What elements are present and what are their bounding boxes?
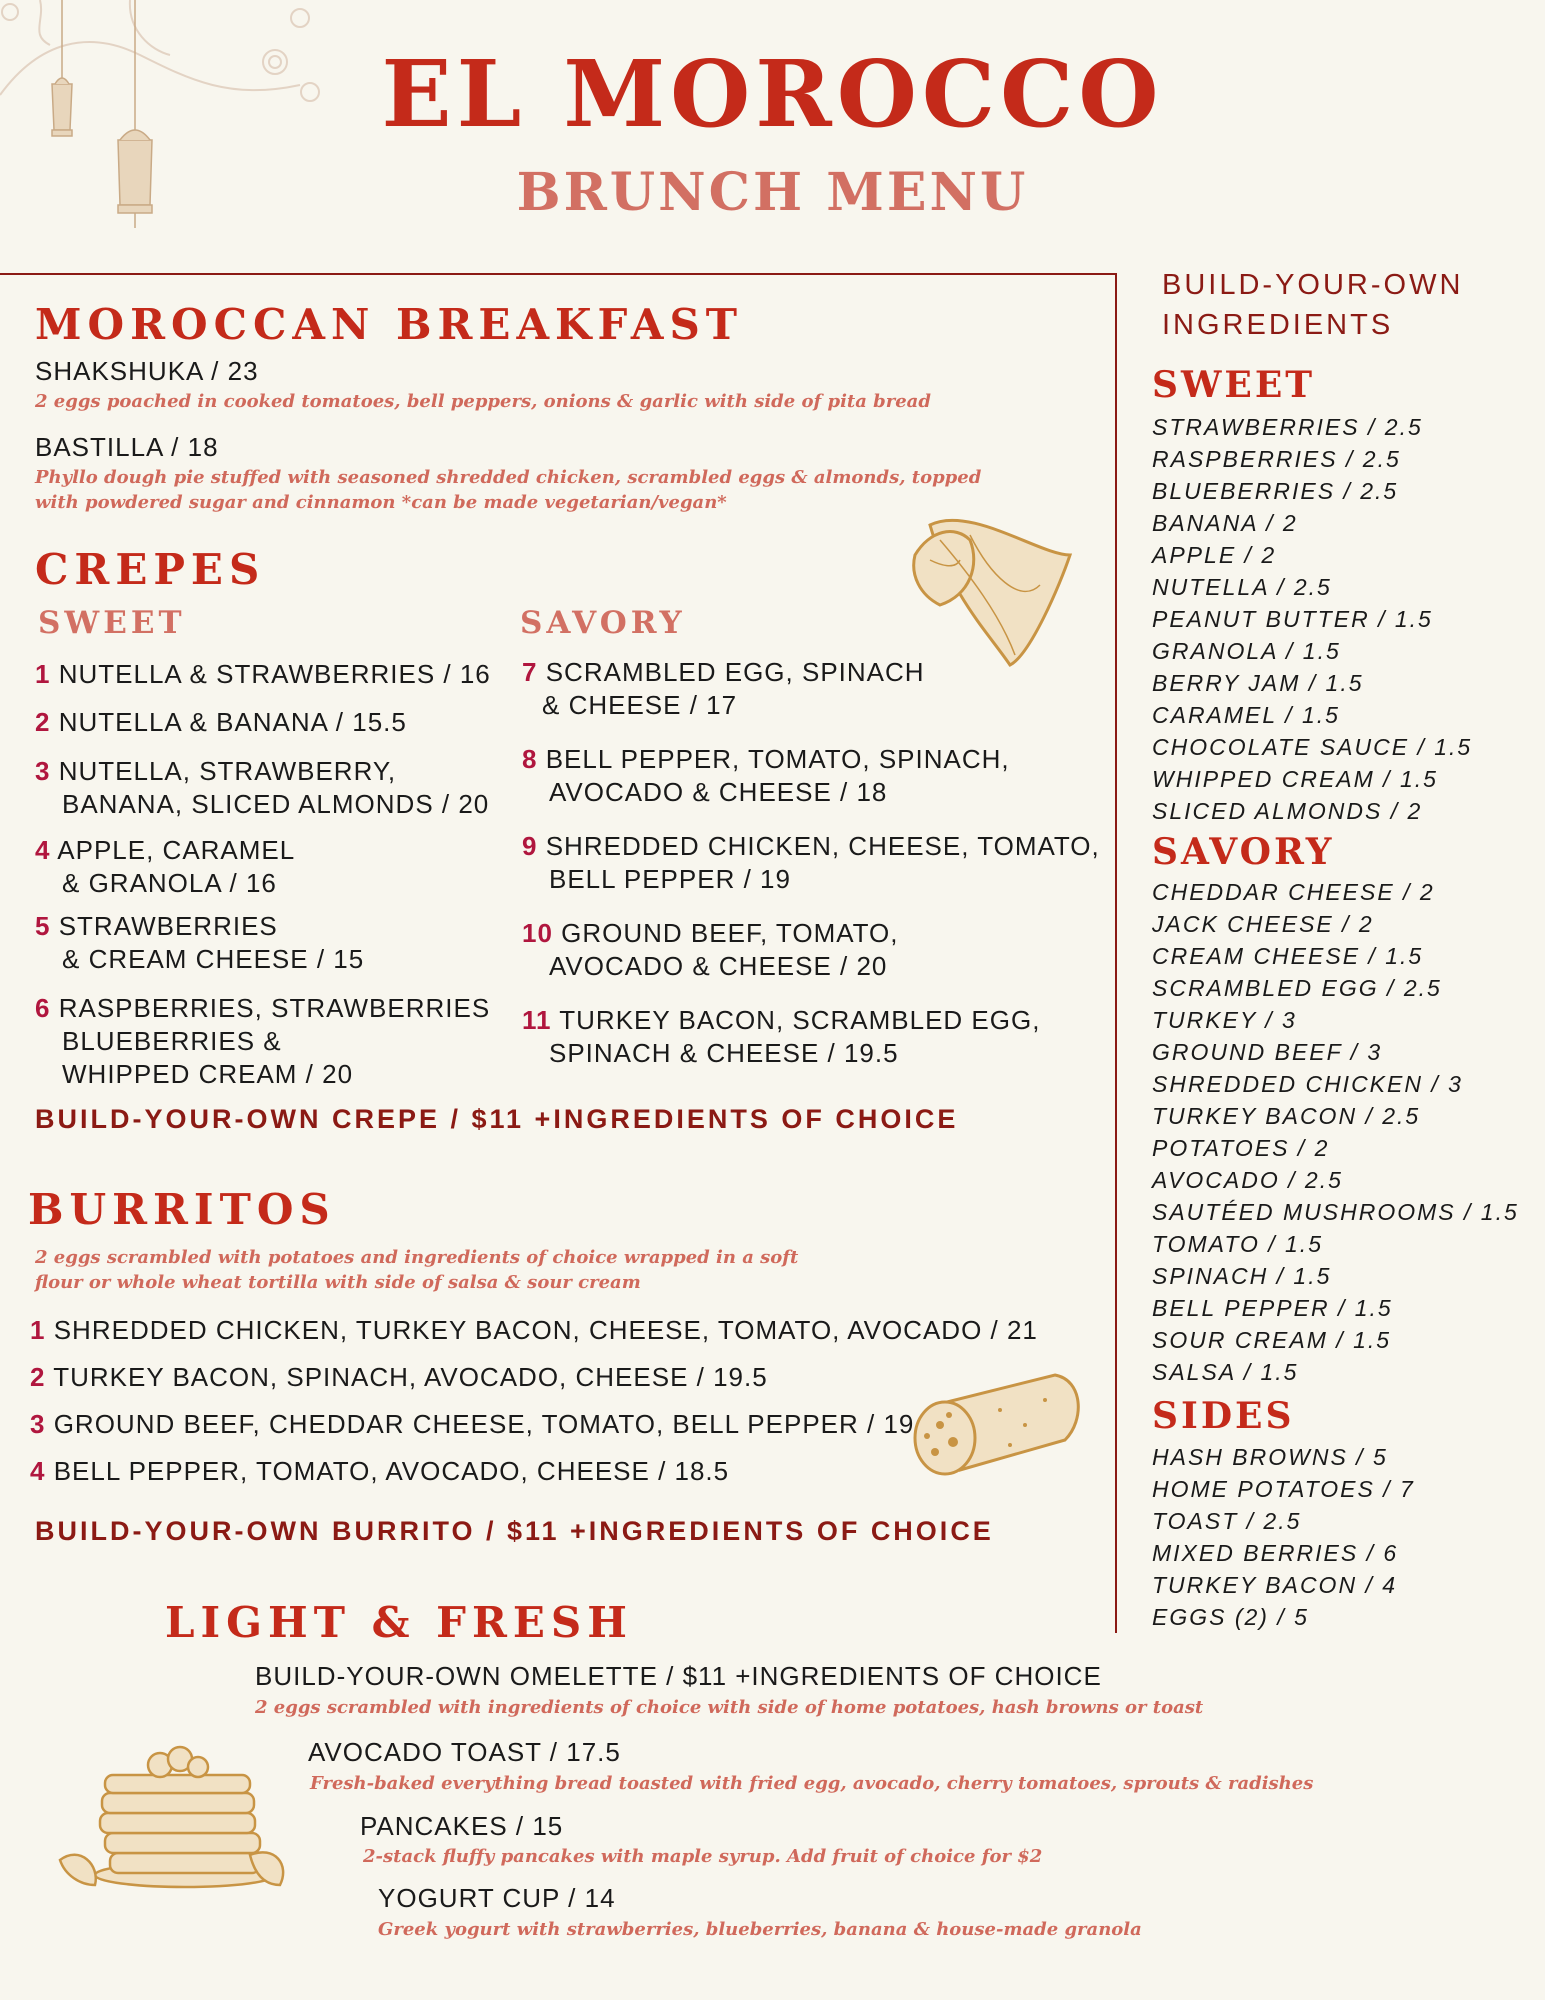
ingredient-item: EGGS (2) / 5 — [1152, 1604, 1309, 1630]
item-number: 3 — [30, 1409, 46, 1439]
item-text: NUTELLA & STRAWBERRIES / 16 — [58, 659, 491, 689]
ingredient-item: PEANUT BUTTER / 1.5 — [1152, 606, 1433, 632]
item-text: BLUEBERRIES & — [62, 1026, 282, 1056]
ingredient-item: TOMATO / 1.5 — [1152, 1231, 1323, 1257]
item-text: BELL PEPPER / 19 — [549, 864, 791, 894]
ingredient-item: JACK CHEESE / 2 — [1152, 911, 1374, 937]
item-text: GROUND BEEF, TOMATO, — [561, 918, 899, 948]
list-item — [30, 1408, 914, 1441]
item-number: 4 — [35, 835, 51, 865]
ingredient-item: HASH BROWNS / 5 — [1152, 1444, 1388, 1470]
item-text: SPINACH & CHEESE / 19.5 — [549, 1038, 899, 1068]
item-description: Phyllo dough pie stuffed with seasoned shredded chicken, scrambled eggs & almonds, topped — [35, 467, 982, 488]
sidebar-heading-line2: INGREDIENTS — [1162, 309, 1394, 341]
ingredient-item: AVOCADO / 2.5 — [1152, 1167, 1343, 1193]
ingredient-item: TURKEY BACON / 4 — [1152, 1572, 1398, 1598]
ingredient-item: RASPBERRIES / 2.5 — [1152, 446, 1401, 472]
ingredient-item: WHIPPED CREAM / 1.5 — [1152, 766, 1438, 792]
ingredient-item: GROUND BEEF / 3 — [1152, 1039, 1383, 1065]
item-number: 1 — [30, 1315, 46, 1345]
ingredient-item: SLICED ALMONDS / 2 — [1152, 798, 1423, 824]
item-text: NUTELLA, STRAWBERRY, — [58, 756, 397, 786]
subheading-sweet-crepes: SWEET — [38, 605, 186, 641]
item-text: WHIPPED CREAM / 20 — [62, 1059, 354, 1089]
section-heading-light-fresh: LIGHT & FRESH — [165, 1598, 633, 1647]
ingredient-item: SOUR CREAM / 1.5 — [1152, 1327, 1392, 1353]
restaurant-title: EL MOROCCO — [381, 40, 1164, 148]
ingredient-item: SCRAMBLED EGG / 2.5 — [1152, 975, 1442, 1001]
section-heading-crepes: CREPES — [35, 545, 266, 594]
menu-item-bastilla: BASTILLA / 18 — [35, 432, 219, 462]
list-item — [522, 917, 899, 983]
sidebar-sides-list — [1152, 1441, 1415, 1633]
item-text: GROUND BEEF, CHEDDAR CHEESE, TOMATO, BELL PEPPER / 19 — [53, 1409, 915, 1439]
item-text: SHREDDED CHICKEN, CHEESE, TOMATO, — [545, 831, 1100, 861]
item-number: 5 — [35, 911, 51, 941]
ingredient-item: BLUEBERRIES / 2.5 — [1152, 478, 1399, 504]
menu-item-avocado-toast: AVOCADO TOAST / 17.5 — [308, 1737, 621, 1767]
item-text: AVOCADO & CHEESE / 20 — [549, 951, 888, 981]
pancake-illustration-icon — [50, 1745, 310, 1895]
ingredient-item: SPINACH / 1.5 — [1152, 1263, 1332, 1289]
ingredient-item: GRANOLA / 1.5 — [1152, 638, 1341, 664]
list-item — [35, 706, 407, 739]
list-item — [30, 1314, 1038, 1347]
byo-burrito-line: BUILD-YOUR-OWN BURRITO / $11 +INGREDIENTS OF CHOICE — [35, 1516, 994, 1546]
item-text: APPLE, CARAMEL — [57, 835, 296, 865]
list-item — [522, 743, 1010, 809]
ingredient-item: TURKEY / 3 — [1152, 1007, 1297, 1033]
item-description: Greek yogurt with strawberries, blueberries, banana & house-made granola — [378, 1919, 1142, 1940]
sidebar-savory-heading: SAVORY — [1152, 831, 1335, 873]
item-description: 2 eggs poached in cooked tomatoes, bell peppers, onions & garlic with side of pita bread — [35, 391, 931, 412]
item-description: with powdered sugar and cinnamon *can be made vegetarian/vegan* — [35, 492, 727, 513]
item-text: TURKEY BACON, SCRAMBLED EGG, — [559, 1005, 1041, 1035]
item-text: BELL PEPPER, TOMATO, SPINACH, — [545, 744, 1010, 774]
sidebar-savory-list — [1152, 876, 1519, 1388]
list-item — [30, 1455, 729, 1488]
item-text: RASPBERRIES, STRAWBERRIES — [58, 993, 491, 1023]
list-item — [522, 1004, 1040, 1070]
item-number: 4 — [30, 1456, 46, 1486]
item-number: 11 — [522, 1005, 552, 1035]
item-number: 7 — [522, 657, 538, 687]
ingredient-item: MIXED BERRIES / 6 — [1152, 1540, 1399, 1566]
list-item — [522, 656, 925, 722]
ingredient-item: SALSA / 1.5 — [1152, 1359, 1299, 1385]
crepe-illustration-icon — [910, 505, 1075, 670]
list-item — [30, 1361, 768, 1394]
ingredient-item: BERRY JAM / 1.5 — [1152, 670, 1364, 696]
ingredient-item: POTATOES / 2 — [1152, 1135, 1330, 1161]
item-number: 2 — [30, 1362, 46, 1392]
item-text: & GRANOLA / 16 — [62, 868, 277, 898]
menu-item-shakshuka: SHAKSHUKA / 23 — [35, 356, 259, 386]
item-text: BELL PEPPER, TOMATO, AVOCADO, CHEESE / 18.5 — [53, 1456, 730, 1486]
item-number: 3 — [35, 756, 51, 786]
ingredient-item: NUTELLA / 2.5 — [1152, 574, 1332, 600]
sidebar-heading — [1162, 265, 1463, 345]
item-description: 2 eggs scrambled with ingredients of choice with side of home potatoes, hash browns or toast — [255, 1697, 1204, 1718]
ingredient-item: HOME POTATOES / 7 — [1152, 1476, 1415, 1502]
item-text: TURKEY BACON, SPINACH, AVOCADO, CHEESE / 19.5 — [53, 1362, 768, 1392]
menu-item-yogurt-cup: YOGURT CUP / 14 — [378, 1883, 616, 1913]
ingredient-item: BANANA / 2 — [1152, 510, 1298, 536]
ingredient-item: BELL PEPPER / 1.5 — [1152, 1295, 1393, 1321]
sidebar-sides-heading: SIDES — [1152, 1395, 1295, 1437]
item-description: Fresh-baked everything bread toasted with fried egg, avocado, cherry tomatoes, sprouts & radishes — [310, 1773, 1314, 1794]
byo-crepe-line: BUILD-YOUR-OWN CREPE / $11 +INGREDIENTS OF CHOICE — [35, 1104, 959, 1134]
item-text: & CHEESE / 17 — [542, 690, 738, 720]
item-description: 2-stack fluffy pancakes with maple syrup. Add fruit of choice for $2 — [363, 1846, 1043, 1867]
sidebar-heading-line1: BUILD-YOUR-OWN — [1162, 269, 1464, 301]
list-item — [35, 992, 490, 1091]
section-heading-burritos: BURRITOS — [28, 1185, 336, 1234]
ingredient-item: SAUTÉED MUSHROOMS / 1.5 — [1152, 1199, 1519, 1225]
item-number: 9 — [522, 831, 538, 861]
ingredient-item: CREAM CHEESE / 1.5 — [1152, 943, 1424, 969]
ingredient-item: TOAST / 2.5 — [1152, 1508, 1302, 1534]
burrito-illustration-icon — [905, 1370, 1085, 1480]
frame-right-border — [1115, 273, 1117, 1633]
burrito-description: flour or whole wheat tortilla with side of salsa & sour cream — [35, 1272, 641, 1293]
list-item — [35, 834, 295, 900]
item-number: 6 — [35, 993, 51, 1023]
list-item — [35, 658, 491, 691]
item-text: SHREDDED CHICKEN, TURKEY BACON, CHEESE, TOMATO, AVOCADO / 21 — [53, 1315, 1038, 1345]
section-heading-breakfast: MOROCCAN BREAKFAST — [35, 300, 744, 349]
sidebar-sweet-list — [1152, 411, 1472, 827]
item-text: AVOCADO & CHEESE / 18 — [549, 777, 888, 807]
list-item — [35, 910, 364, 976]
item-text: BANANA, SLICED ALMONDS / 20 — [62, 789, 490, 819]
menu-subtitle: BRUNCH MENU — [516, 162, 1029, 223]
ingredient-item: APPLE / 2 — [1152, 542, 1277, 568]
ingredient-item: CHOCOLATE SAUCE / 1.5 — [1152, 734, 1473, 760]
subheading-savory-crepes: SAVORY — [520, 605, 686, 641]
item-text: STRAWBERRIES — [58, 911, 278, 941]
item-number: 2 — [35, 707, 51, 737]
list-item — [522, 830, 1100, 896]
burrito-description: 2 eggs scrambled with potatoes and ingredients of choice wrapped in a soft — [35, 1247, 799, 1268]
item-text: NUTELLA & BANANA / 15.5 — [58, 707, 407, 737]
ingredient-item: STRAWBERRIES / 2.5 — [1152, 414, 1423, 440]
menu-item-omelette: BUILD-YOUR-OWN OMELETTE / $11 +INGREDIENTS OF CHOICE — [255, 1661, 1102, 1691]
ingredient-item: SHREDDED CHICKEN / 3 — [1152, 1071, 1463, 1097]
item-number: 10 — [522, 918, 553, 948]
menu-item-pancakes: PANCAKES / 15 — [360, 1811, 564, 1841]
item-text: & CREAM CHEESE / 15 — [62, 944, 365, 974]
item-number: 8 — [522, 744, 538, 774]
list-item — [35, 755, 489, 821]
ingredient-item: TURKEY BACON / 2.5 — [1152, 1103, 1421, 1129]
sidebar-sweet-heading: SWEET — [1152, 364, 1316, 406]
item-number: 1 — [35, 659, 51, 689]
item-text: SCRAMBLED EGG, SPINACH — [545, 657, 925, 687]
ingredient-item: CARAMEL / 1.5 — [1152, 702, 1340, 728]
frame-top-border — [0, 273, 1117, 275]
ingredient-item: CHEDDAR CHEESE / 2 — [1152, 879, 1435, 905]
